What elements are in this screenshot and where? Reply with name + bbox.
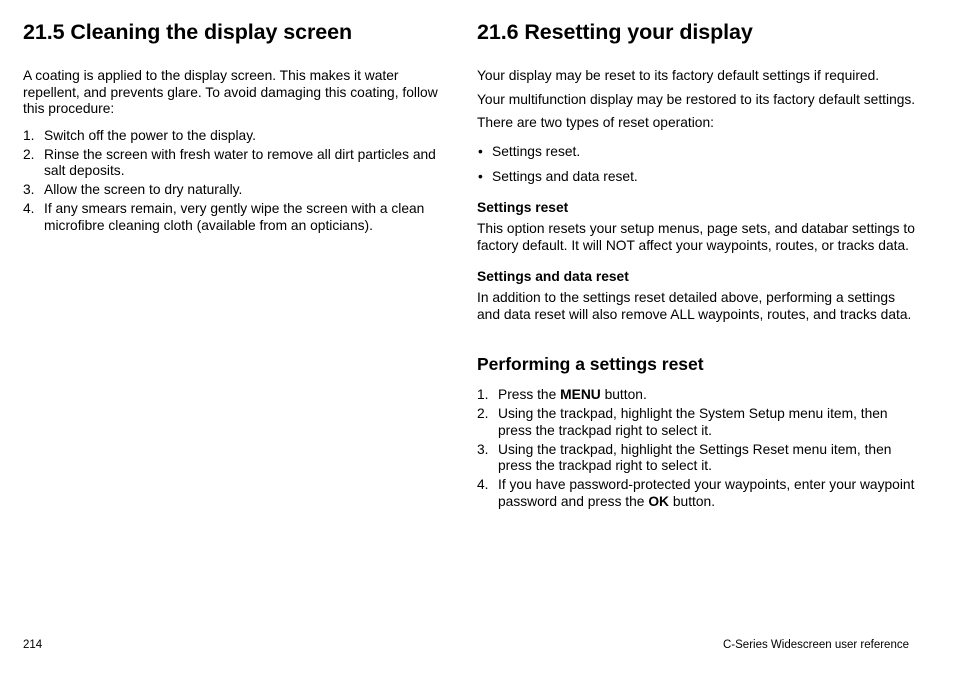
settings-reset-text: This option resets your setup menus, page sets, and databar settings to factory default. It will NOT affect your waypoints, routes, or tracks data. — [477, 221, 915, 253]
menu-key-label: MENU — [560, 387, 601, 402]
performing-steps — [477, 387, 917, 510]
right-column — [477, 18, 917, 513]
list-item: 1. Switch off the power to the display. — [23, 127, 256, 143]
list-item: 3. Using the trackpad, highlight the Settings Reset menu item, then press the trackpad right to select it. — [477, 441, 892, 473]
list-item: 4. If you have password-protected your waypoints, enter your waypoint password and press the OK button. — [477, 477, 915, 509]
settings-reset-heading: Settings reset — [477, 200, 569, 215]
list-item: 1. Press the MENU button. — [477, 387, 647, 402]
resetting-p3: There are two types of reset operation: — [477, 115, 714, 130]
reset-types-list — [477, 144, 917, 186]
page-number: 214 — [23, 639, 43, 651]
resetting-p2: Your multifunction display may be restored to its factory default settings. — [477, 91, 916, 107]
list-item: • Settings and data reset. — [478, 168, 638, 184]
performing-heading: Performing a settings reset — [477, 354, 704, 374]
list-item: 3. Allow the screen to dry naturally. — [23, 182, 243, 197]
cleaning-steps — [23, 128, 459, 235]
list-item: • Settings reset. — [478, 143, 581, 159]
data-reset-text: In addition to the settings reset detailed above, performing a settings and data reset will also remove ALL waypoints, routes, and tracks data. — [477, 290, 912, 322]
data-reset-heading: Settings and data reset — [477, 269, 629, 284]
resetting-p1: Your display may be reset to its factory default settings if required. — [477, 68, 880, 83]
list-item: 2. Using the trackpad, highlight the System Setup menu item, then press the trackpad right to select it. — [477, 406, 888, 438]
resetting-heading: 21.6 Resetting your display — [477, 20, 753, 44]
cleaning-heading: 21.5 Cleaning the display screen — [23, 20, 352, 44]
left-column — [23, 18, 459, 237]
cleaning-intro: A coating is applied to the display screen. This makes it water repellent, and prevents glare. To avoid damaging this coating, follow this procedure: — [23, 68, 438, 116]
ok-key-label: OK — [648, 493, 670, 509]
list-item: 2. Rinse the screen with fresh water to remove all dirt particles and salt deposits. — [23, 146, 436, 178]
list-item: 4. If any smears remain, very gently wipe the screen with a clean microfibre cleaning cloth (available from an opticians). — [23, 201, 425, 233]
footer-title: C-Series Widescreen user reference — [723, 639, 909, 651]
